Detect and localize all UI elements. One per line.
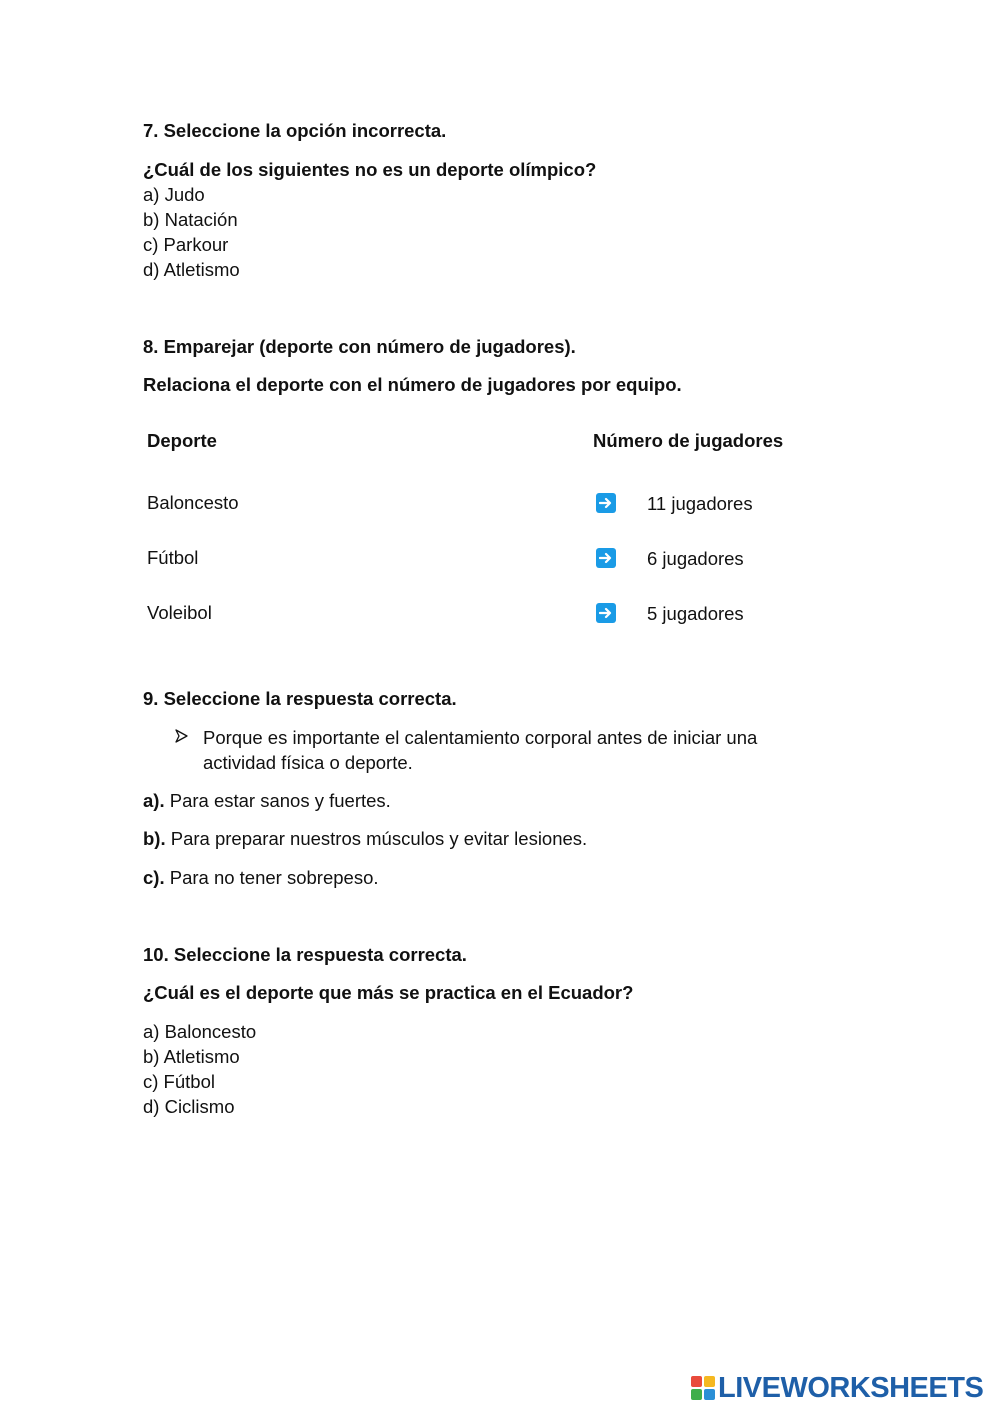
q10-option-c[interactable]: c) Fútbol (143, 1071, 215, 1092)
q9-title: 9. Seleccione la respuesta correcta. (143, 688, 457, 709)
right-arrow-icon (596, 493, 616, 513)
q9-option-text: Para no tener sobrepeso. (164, 867, 379, 888)
q7-title: 7. Seleccione la opción incorrecta. (143, 120, 447, 141)
q10-option-a[interactable]: a) Baloncesto (143, 1021, 257, 1042)
q9-bullet-line-1: Porque es importante el calentamiento corporal antes de iniciar una (203, 727, 758, 748)
arrow-bullet-icon (174, 729, 188, 748)
q9-option-c[interactable] (143, 865, 379, 890)
q10-question: ¿Cuál es el deporte que más se practica en el Ecuador? (143, 982, 634, 1003)
q9-option-b[interactable] (143, 826, 587, 851)
q9-option-letter: a). (143, 790, 165, 811)
q7-option-c[interactable]: c) Parkour (143, 234, 229, 255)
q9-bullet-line-2: actividad física o deporte. (203, 752, 413, 773)
q7-option-a[interactable]: a) Judo (143, 184, 205, 205)
q10-option-b[interactable]: b) Atletismo (143, 1046, 240, 1067)
q8-sport-item[interactable]: Voleibol (147, 602, 212, 623)
q9-option-text: Para preparar nuestros músculos y evitar lesiones. (165, 828, 588, 849)
liveworksheets-logo-icon (691, 1376, 715, 1400)
q8-column-sport-header: Deporte (147, 430, 217, 451)
liveworksheets-logo-text: LIVEWORKSHEETS (718, 1372, 984, 1404)
q10-title: 10. Seleccione la respuesta correcta. (143, 944, 467, 965)
q9-option-letter: c). (143, 867, 165, 888)
q9-option-a[interactable] (143, 788, 391, 813)
q8-players-item[interactable]: 5 jugadores (647, 603, 744, 624)
q8-title: 8. Emparejar (deporte con número de jugadores). (143, 336, 576, 357)
q9-option-text: Para estar sanos y fuertes. (164, 790, 391, 811)
right-arrow-icon (596, 603, 616, 623)
q7-question: ¿Cuál de los siguientes no es un deporte olímpico? (143, 159, 597, 180)
q7-option-d[interactable]: d) Atletismo (143, 259, 240, 280)
liveworksheets-logo[interactable] (691, 1372, 983, 1404)
q7-option-b[interactable]: b) Natación (143, 209, 238, 230)
q9-option-letter: b). (143, 828, 166, 849)
q8-column-players-header: Número de jugadores (593, 430, 784, 451)
q8-players-item[interactable]: 11 jugadores (647, 493, 753, 514)
q8-instruction: Relaciona el deporte con el número de jugadores por equipo. (143, 374, 682, 395)
q10-option-d[interactable]: d) Ciclismo (143, 1096, 235, 1117)
right-arrow-icon (596, 548, 616, 568)
q8-sport-item[interactable]: Baloncesto (147, 492, 239, 513)
q8-sport-item[interactable]: Fútbol (147, 547, 199, 568)
q8-players-item[interactable]: 6 jugadores (647, 548, 744, 569)
